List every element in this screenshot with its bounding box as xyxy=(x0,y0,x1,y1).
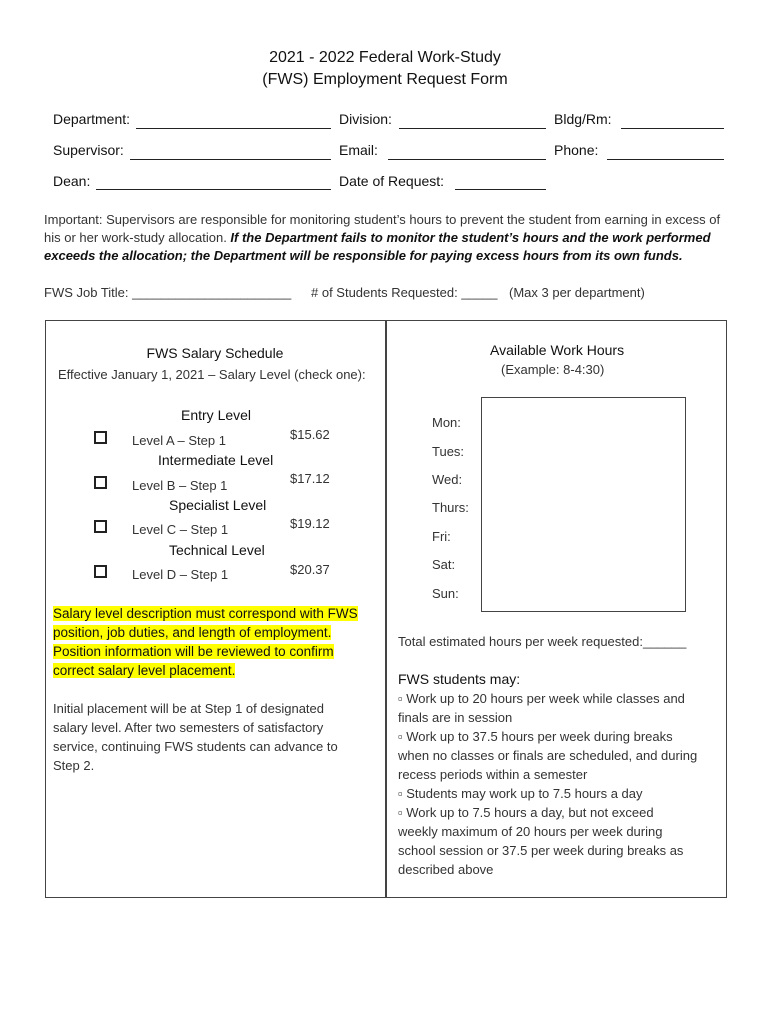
list-item: ▫ Work up to 20 hours per week while classes and xyxy=(398,691,685,706)
important-notice xyxy=(44,211,730,265)
level-d-checkbox[interactable] xyxy=(94,565,107,578)
students-requested-line[interactable]: # of Students Requested: _____ xyxy=(311,285,498,300)
date-of-request-label: Date of Request: xyxy=(339,173,445,189)
bldg-rm-label: Bldg/Rm: xyxy=(554,111,612,127)
important-notice-text: Important: Supervisors are responsible for monitoring student’s hours to prevent the student from earning in excess of his or her work-study allocation. xyxy=(44,212,721,245)
list-item: school session or 37.5 per week during breaks as xyxy=(398,843,684,858)
list-item: ▫ Students may work up to 7.5 hours a day xyxy=(398,786,643,801)
level-heading-technical: Technical Level xyxy=(169,542,265,558)
placement-line: salary level. After two semesters of satisfactory xyxy=(53,720,324,735)
fws-students-may-title: FWS students may: xyxy=(398,671,521,687)
email-field[interactable] xyxy=(388,159,546,160)
level-b-checkbox[interactable] xyxy=(94,476,107,489)
day-label-sun: Sun: xyxy=(432,586,459,601)
work-hours-example: (Example: 8-4:30) xyxy=(501,362,605,377)
form-title-line1: 2021 - 2022 Federal Work-Study xyxy=(269,49,501,66)
supervisor-field[interactable] xyxy=(130,159,331,160)
max-note: (Max 3 per department) xyxy=(509,285,645,300)
department-label: Department: xyxy=(53,111,131,127)
phone-field[interactable] xyxy=(607,159,724,160)
list-item: when no classes or finals are scheduled, and during xyxy=(398,748,698,763)
salary-effective-date: Effective January 1, 2021 – Salary Level (check one): xyxy=(58,367,366,382)
dean-label: Dean: xyxy=(53,173,91,189)
salary-schedule-title: FWS Salary Schedule xyxy=(146,345,284,361)
notice-line: Position information will be reviewed to confirm xyxy=(53,644,334,659)
level-d-label: Level D – Step 1 xyxy=(132,567,229,582)
level-a-rate: $15.62 xyxy=(290,427,330,442)
division-field[interactable] xyxy=(399,128,546,129)
day-label-tues: Tues: xyxy=(432,444,465,459)
level-b-label: Level B – Step 1 xyxy=(132,478,228,493)
level-b-rate: $17.12 xyxy=(290,471,330,486)
notice-line: correct salary level placement. xyxy=(53,663,236,678)
salary-description-notice xyxy=(53,604,358,680)
work-hours-title: Available Work Hours xyxy=(490,342,625,358)
day-label-sat: Sat: xyxy=(432,557,456,572)
job-title-line[interactable]: FWS Job Title: ______________________ xyxy=(44,285,292,300)
dean-field[interactable] xyxy=(96,189,331,190)
list-item: weekly maximum of 20 hours per week during xyxy=(398,824,663,839)
level-c-label: Level C – Step 1 xyxy=(132,522,229,537)
day-label-thurs: Thurs: xyxy=(432,500,469,515)
form-title-line2: (FWS) Employment Request Form xyxy=(262,71,508,88)
total-hours-line[interactable]: Total estimated hours per week requested:______ xyxy=(398,634,687,649)
placement-line: Initial placement will be at Step 1 of designated xyxy=(53,701,325,716)
phone-label: Phone: xyxy=(554,142,599,158)
placement-line: Step 2. xyxy=(53,758,95,773)
level-a-checkbox[interactable] xyxy=(94,431,107,444)
list-item: ▫ Work up to 37.5 hours per week during breaks xyxy=(398,729,673,744)
level-c-rate: $19.12 xyxy=(290,516,330,531)
list-item: described above xyxy=(398,862,494,877)
date-of-request-field[interactable] xyxy=(455,189,546,190)
division-label: Division: xyxy=(339,111,392,127)
important-notice-emphasis: If the Department fails to monitor the student’s hours and the work performed exceeds the allocation; the Department will be responsible for paying excess hours from its own funds. xyxy=(44,230,711,263)
notice-line: position, job duties, and length of employment. xyxy=(53,625,332,640)
email-label: Email: xyxy=(339,142,378,158)
day-label-wed: Wed: xyxy=(432,472,463,487)
supervisor-label: Supervisor: xyxy=(53,142,124,158)
day-label-fri: Fri: xyxy=(432,529,451,544)
list-item: recess periods within a semester xyxy=(398,767,588,782)
level-heading-entry: Entry Level xyxy=(181,407,252,423)
level-c-checkbox[interactable] xyxy=(94,520,107,533)
list-item: finals are in session xyxy=(398,710,513,725)
day-label-mon: Mon: xyxy=(432,415,461,430)
list-item: ▫ Work up to 7.5 hours a day, but not exceed xyxy=(398,805,654,820)
level-d-rate: $20.37 xyxy=(290,562,330,577)
placement-info xyxy=(53,699,338,775)
work-hours-entry-box[interactable] xyxy=(481,397,686,612)
level-a-label: Level A – Step 1 xyxy=(132,433,226,448)
bldg-rm-field[interactable] xyxy=(621,128,724,129)
level-heading-intermediate: Intermediate Level xyxy=(158,452,274,468)
notice-line: Salary level description must correspond with FWS xyxy=(53,606,358,621)
fws-students-may-list xyxy=(398,689,697,879)
placement-line: service, continuing FWS students can advance to xyxy=(53,739,338,754)
level-heading-specialist: Specialist Level xyxy=(169,497,267,513)
department-field[interactable] xyxy=(136,128,331,129)
